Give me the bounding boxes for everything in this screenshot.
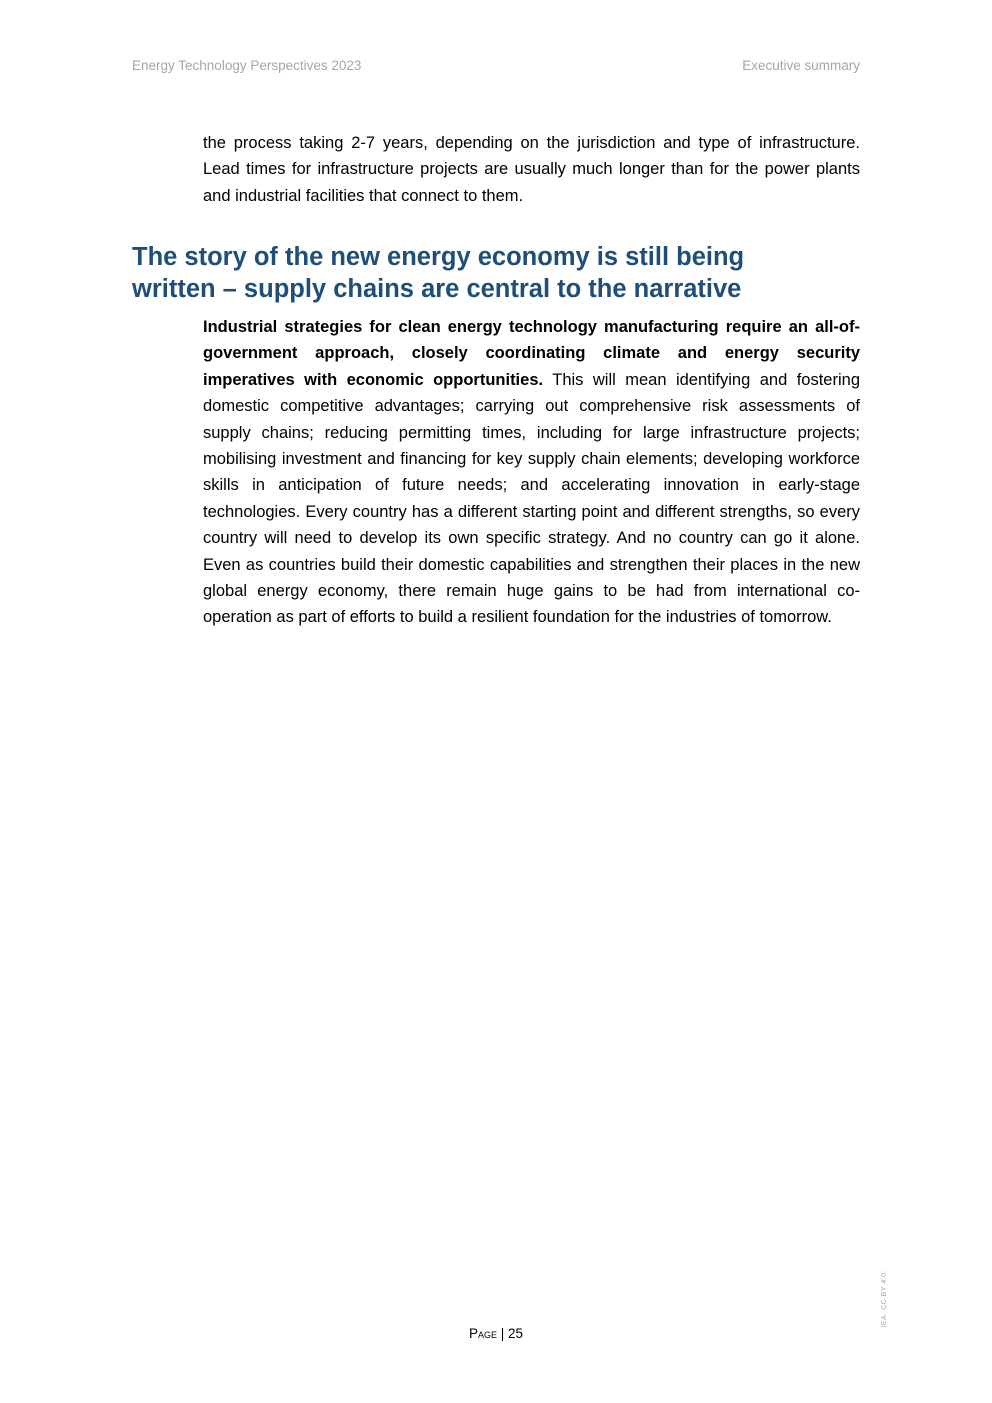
document-title: Energy Technology Perspectives 2023 xyxy=(132,58,362,73)
continued-paragraph: the process taking 2-7 years, depending on the jurisdiction and type of infrastructure. Lead times for infrastructure projects are usually much longer than for the power plants and industrial facilities that connect to them. xyxy=(203,134,860,205)
section-title: Executive summary xyxy=(742,58,860,73)
page-footer xyxy=(0,1326,992,1341)
page-label: Page xyxy=(468,1326,497,1341)
license-note: IEA. CC BY 4.0. xyxy=(881,1270,888,1328)
section-lead-bold: Industrial strategies for clean energy technology manufacturing require an all-of-government approach, closely coordinating climate and energy security imperatives with economic opportunities. xyxy=(203,318,860,389)
section-heading: The story of the new energy economy is still being written – supply chains are central to the narrative xyxy=(132,243,745,303)
section-paragraph xyxy=(203,314,860,631)
page-separator: | xyxy=(496,1326,508,1341)
running-header xyxy=(132,58,860,73)
page-number: 25 xyxy=(508,1326,524,1341)
section-body: This will mean identifying and fostering domestic competitive advantages; carrying out comprehensive risk assessments of supply chains; reducing permitting times, including for large infrastructure projects; mobilising investment and financing for key supply chain elements; developing workforce skills in anticipation of future needs; and accelerating innovation in early-stage technologies. Every country has a different starting point and different strengths, so every country will need to develop its own specific strategy. And no country can go it alone. Even as countries build their domestic capabilities and strengthen their places in the new global energy economy, there remain huge gains to be had from international co-operation as part of efforts to build a resilient foundation for the industries of tomorrow. xyxy=(203,370,860,627)
